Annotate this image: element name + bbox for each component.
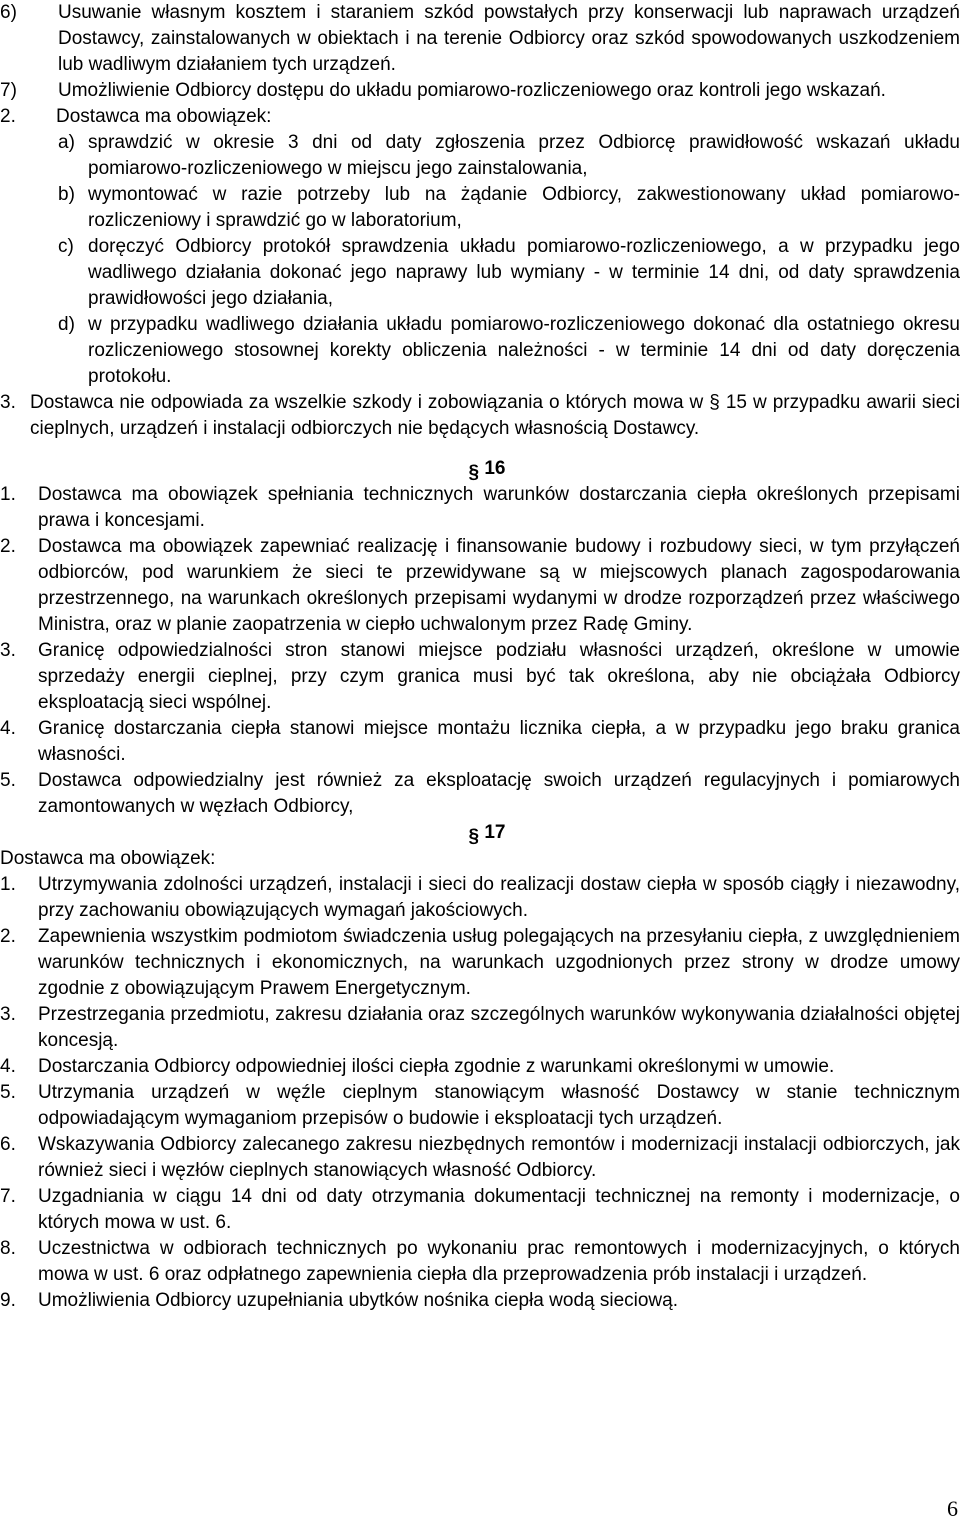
sec17-item-5-num: 5. — [0, 1082, 16, 1103]
sec17-item-7-text: Uzgadniania w ciągu 14 dni od daty otrzymania dokumentacji technicznej na remonty i modernizacje, o których mowa w ust. 6. — [38, 1186, 960, 1233]
item-6 — [0, 0, 960, 78]
sec15-point-2-num: 2. — [0, 106, 16, 127]
section-symbol: § — [468, 826, 480, 847]
sec17-item-1-text: Utrzymywania zdolności urządzeń, instalacji i sieci do realizacji dostaw ciepła w sposób ciągły i niezawodny, przy zachowaniu obowiązujących wymagań jakościowych. — [38, 874, 960, 921]
sec16-item-5-num: 5. — [0, 770, 16, 791]
item-6-prefix: 6) — [0, 2, 17, 23]
sec16-item-4 — [0, 716, 960, 768]
sec16-item-3-num: 3. — [0, 640, 16, 661]
sub-label-b: b) — [58, 184, 75, 205]
section-17-number: 17 — [484, 822, 506, 843]
sec17-item-4-num: 4. — [0, 1056, 16, 1077]
sec17-item-9-text: Umożliwienia Odbiorcy uzupełniania ubytków nośnika ciepła wodą sieciową. — [38, 1290, 678, 1311]
sec15-point-3-num: 3. — [0, 392, 16, 413]
sec17-item-3-num: 3. — [0, 1004, 16, 1025]
sec16-item-3 — [0, 638, 960, 716]
sub-label-a: a) — [58, 132, 75, 153]
sec17-item-9-num: 9. — [0, 1290, 16, 1311]
sec15-sub-d — [0, 312, 960, 390]
sec15-point-2-text: Dostawca ma obowiązek: — [56, 106, 272, 127]
section-symbol: § — [468, 462, 480, 483]
sub-text-d: w przypadku wadliwego działania układu pomiarowo-rozliczeniowego dokonać dla ostatniego okresu rozliczeniowego stosownej korekty obliczenia należności - w terminie 14 dni od daty doręczenia protokołu. — [88, 314, 960, 387]
sec17-item-6 — [0, 1132, 960, 1184]
sec17-item-6-num: 6. — [0, 1134, 16, 1155]
section-17-heading — [0, 820, 960, 846]
sec16-item-2 — [0, 534, 960, 638]
item-7 — [0, 78, 960, 104]
section-16-number: 16 — [484, 458, 506, 479]
sec17-item-5-text: Utrzymania urządzeń w węźle cieplnym stanowiącym własność Dostawcy w stanie technicznym odpowiadającym wymaganiom przepisów o budowie i eksploatacji tych urządzeń. — [38, 1082, 960, 1129]
sec15-sub-a — [0, 130, 960, 182]
sec17-item-4 — [0, 1054, 960, 1080]
sec16-item-3-text: Granicę odpowiedzialności stron stanowi miejsce podziału własności urządzeń, określone w umowie sprzedaży energii cieplnej, przy czym granica musi być tak określona, aby nie obciążała Odbiorcy eksploatacją sieci wspólnej. — [38, 640, 960, 713]
sec17-item-2-text: Zapewnienia wszystkim podmiotom świadczenia usług polegających na przesyłaniu ciepła, z uwzględnieniem warunków technicznych i ekonomicznych, na warunkach uzgodnionych przez strony w drodze umowy zgodnie z obowiązującym Prawem Energetycznym. — [38, 926, 960, 999]
sub-label-c: c) — [58, 236, 74, 257]
item-7-prefix: 7) — [0, 80, 17, 101]
sec16-item-1 — [0, 482, 960, 534]
sec17-item-6-text: Wskazywania Odbiorcy zalecanego zakresu niezbędnych remontów i modernizacji instalacji odbiorczych, jak również sieci i węzłów cieplnych stanowiących własność Odbiorcy. — [38, 1134, 960, 1181]
sec15-point-3 — [0, 390, 960, 442]
sec16-item-1-text: Dostawca ma obowiązek spełniania technicznych warunków dostarczania ciepła określonych przepisami prawa i koncesjami. — [38, 484, 960, 531]
sec17-item-3-text: Przestrzegania przedmiotu, zakresu działania oraz szczególnych warunków wykonywania działalności objętej koncesją. — [38, 1004, 960, 1051]
sec17-item-9 — [0, 1288, 960, 1314]
sec17-intro: Dostawca ma obowiązek: — [0, 848, 216, 869]
sec17-item-7-num: 7. — [0, 1186, 16, 1207]
sec15-point-2 — [0, 104, 960, 130]
sec17-item-8-num: 8. — [0, 1238, 16, 1259]
sec16-item-4-text: Granicę dostarczania ciepła stanowi miejsce montażu licznika ciepła, a w przypadku jego braku granica własności. — [38, 718, 960, 765]
sec15-point-3-text: Dostawca nie odpowiada za wszelkie szkody i zobowiązania o których mowa w § 15 w przypadku awarii sieci cieplnych, urządzeń i instalacji odbiorczych nie będących własnością Dostawcy. — [30, 392, 960, 439]
page-number: 6 — [947, 1496, 958, 1521]
sec17-item-3 — [0, 1002, 960, 1054]
sec15-sub-b — [0, 182, 960, 234]
sec17-item-1 — [0, 872, 960, 924]
sub-text-b: wymontować w razie potrzeby lub na żądanie Odbiorcy, zakwestionowany układ pomiarowo-rozliczeniowy i sprawdzić go w laboratorium, — [88, 184, 960, 231]
sec16-item-5-text: Dostawca odpowiedzialny jest również za eksploatację swoich urządzeń regulacyjnych i pomiarowych zamontowanych w węzłach Odbiorcy, — [38, 770, 960, 817]
item-7-text: Umożliwienie Odbiorcy dostępu do układu pomiarowo-rozliczeniowego oraz kontroli jego wskazań. — [58, 80, 886, 101]
sec17-item-2-num: 2. — [0, 926, 16, 947]
sec17-item-2 — [0, 924, 960, 1002]
sec17-item-8 — [0, 1236, 960, 1288]
sub-label-d: d) — [58, 314, 75, 335]
item-6-text: Usuwanie własnym kosztem i staraniem szkód powstałych przy konserwacji lub naprawach urządzeń Dostawcy, zainstalowanych w obiektach i na terenie Odbiorcy oraz szkód spowodowanych uszkodzeniem lub wadliwym działaniem tych urządzeń. — [58, 2, 960, 75]
sec17-item-7 — [0, 1184, 960, 1236]
section-16-heading — [0, 456, 960, 482]
sec16-item-4-num: 4. — [0, 718, 16, 739]
sec17-item-8-text: Uczestnictwa w odbiorach technicznych po wykonaniu prac remontowych i modernizacyjnych, o których mowa w ust. 6 oraz odpłatnego zapewnienia ciepła dla przeprowadzenia prób instalacji i urządzeń. — [38, 1238, 960, 1285]
sec17-item-4-text: Dostarczania Odbiorcy odpowiedniej ilości ciepła zgodnie z warunkami określonymi w umowie. — [38, 1056, 835, 1077]
sec15-sub-c — [0, 234, 960, 312]
sec16-item-5 — [0, 768, 960, 820]
sec16-item-2-num: 2. — [0, 536, 16, 557]
sub-text-a: sprawdzić w okresie 3 dni od daty zgłoszenia przez Odbiorcę prawidłowość wskazań układu pomiarowo-rozliczeniowego w miejscu jego zainstalowania, — [88, 132, 960, 179]
sec16-item-1-num: 1. — [0, 484, 16, 505]
sec17-item-1-num: 1. — [0, 874, 16, 895]
sec16-item-2-text: Dostawca ma obowiązek zapewniać realizację i finansowanie budowy i rozbudowy sieci, w tym przyłączeń odbiorców, pod warunkiem że sieci te przewidywane są w miejscowych planach zagospodarowania przestrzennego, na warunkach określonych przepisami wydanymi w drodze rozporządzeń przez właściwego Ministra, oraz w planie zaopatrzenia w ciepło uchwalonym przez Radę Gminy. — [38, 536, 960, 635]
sub-text-c: doręczyć Odbiorcy protokół sprawdzenia układu pomiarowo-rozliczeniowego, a w przypadku jego wadliwego działania dokonać jego naprawy lub wymiany - w terminie 14 dni, od daty sprawdzenia prawidłowości jego działania, — [88, 236, 960, 309]
sec17-item-5 — [0, 1080, 960, 1132]
